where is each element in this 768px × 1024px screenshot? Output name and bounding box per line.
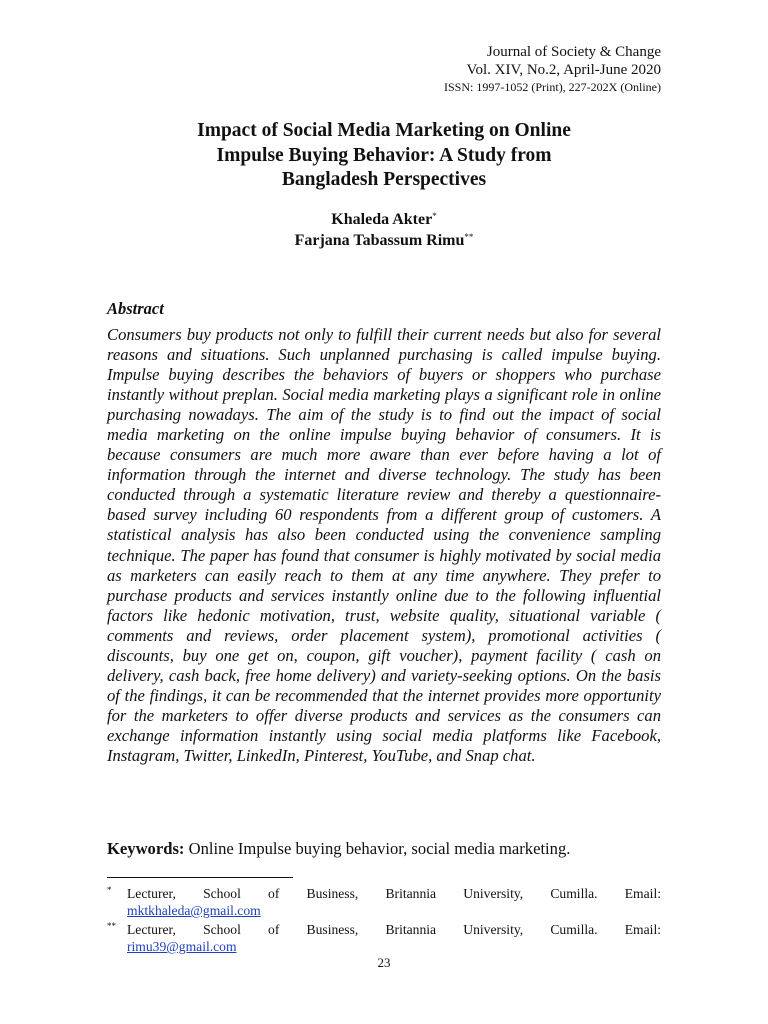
journal-header [444, 43, 661, 95]
footnote-1-email-link[interactable]: mktkhaleda@gmail.com [127, 903, 261, 918]
abstract-heading: Abstract [107, 299, 164, 318]
footnote-divider [107, 877, 293, 878]
footnote-1-mark: * [107, 885, 112, 895]
author-1 [100, 209, 668, 230]
footnote-2-email-link[interactable]: rimu39@gmail.com [127, 939, 237, 954]
footnote-1 [107, 885, 661, 919]
journal-issn: ISSN: 1997-1052 (Print), 227-202X (Online) [444, 80, 661, 94]
author-list [100, 209, 668, 251]
journal-name: Journal of Society & Change [486, 44, 661, 60]
author-1-footnote-mark: * [432, 211, 437, 221]
footnote-2 [107, 921, 661, 955]
author-2-name: Farjana Tabassum Rimu [294, 232, 465, 249]
footnote-2-mark: ** [107, 921, 116, 931]
footnote-1-text: Lecturer, School of Business, Britannia University, Cumilla. Email: [127, 886, 661, 901]
title-line-3: Bangladesh Perspectives [281, 169, 487, 190]
title-line-2: Impulse Buying Behavior: A Study from [216, 144, 552, 166]
author-2-footnote-mark: ** [464, 232, 474, 242]
title-line-1: Impact of Social Media Marketing on Online [197, 120, 571, 141]
journal-volume: Vol. XIV, No.2, April-June 2020 [466, 62, 661, 78]
author-1-name: Khaleda Akter [331, 211, 433, 228]
footnote-2-text: Lecturer, School of Business, Britannia University, Cumilla. Email: [127, 922, 661, 937]
page-number: 23 [377, 955, 391, 970]
keywords-text: Online Impulse buying behavior, social media marketing. [184, 839, 571, 858]
keywords-label: Keywords: [107, 839, 185, 858]
keywords [107, 839, 570, 859]
author-2 [100, 230, 668, 251]
paper-title [100, 119, 668, 193]
abstract-body: Consumers buy products not only to fulfill their current needs but also for several reasons and situations. Such unplanned purchasing is called impulse buying. Impulse buying describes the behaviors of buyers or shoppers who purchase instantly without preplan. Social media marketing plays a significant role in online purchasing nowadays. The aim of the study is to find out the impact of social media marketing on the online impulse buying behavior of consumers. It is because consumers are much more aware than ever before having a lot of information through the internet and diverse technology. The study has been conducted through a systematic literature review and thereby a questionnaire-based survey including 60 respondents from a different group of customers. A statistical analysis has also been conducted using the convenience sampling technique. The paper has found that consumer is highly motivated by social media as marketers can easily reach to them at any time anywhere. They prefer to purchase products and services instantly online due to the following influential factors like hedonic motivation, trust, website quality, situational variable ( comments and reviews, order placement system), promotional activities ( discounts, buy one get on, coupon, gift voucher), payment facility ( cash on delivery, cash back, free home delivery) and variety-seeking options. On the basis of the findings, it can be recommended that the internet provides more opportunity for the marketers to offer diverse products and services as the consumers can exchange information instantly using social media platforms like Facebook, Instagram, Twitter, LinkedIn, Pinterest, YouTube, and Snap chat. [107, 325, 661, 765]
